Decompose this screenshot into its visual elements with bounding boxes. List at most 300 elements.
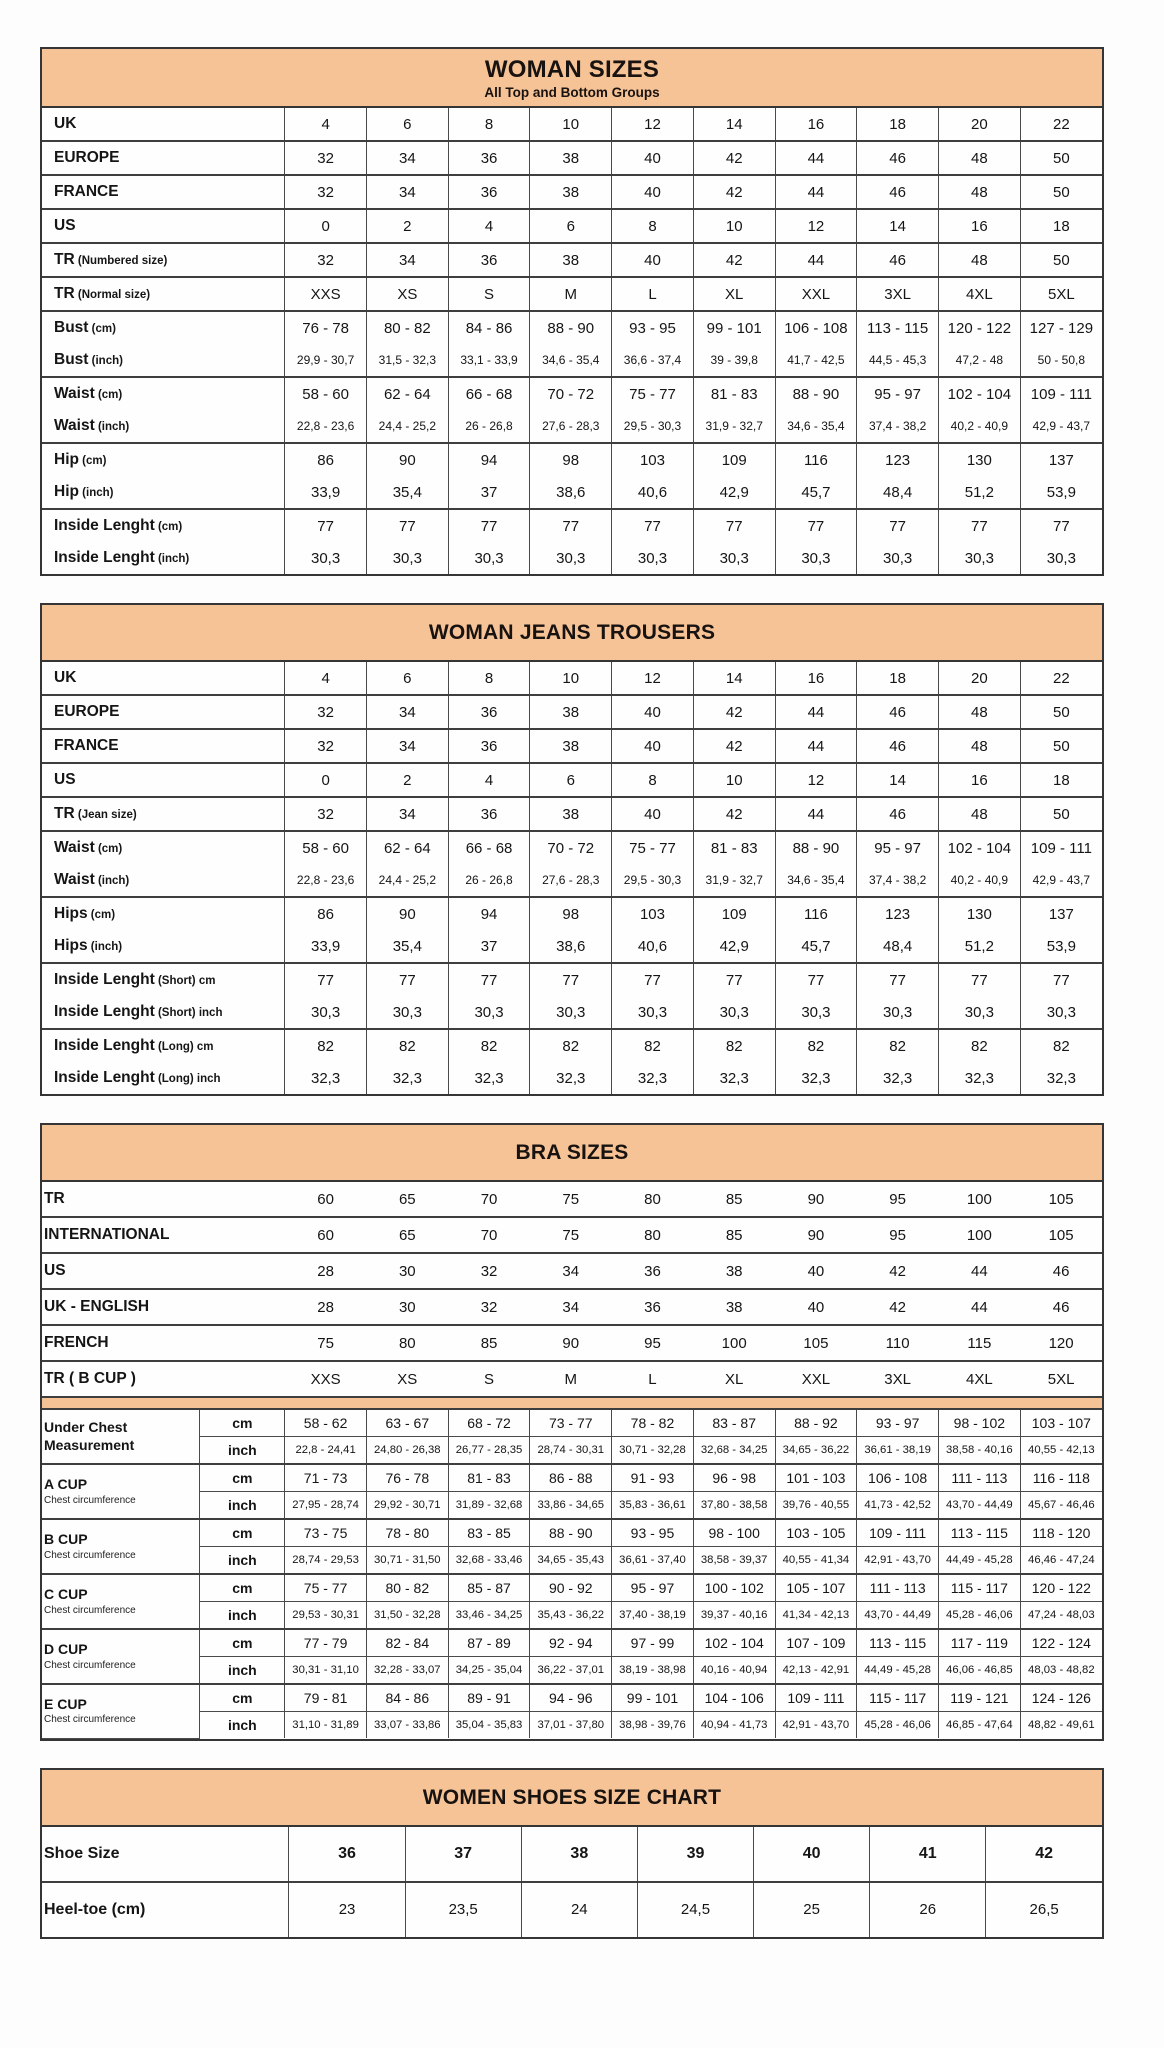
value-cell: 32,3: [775, 1062, 857, 1094]
value-cell: XS: [366, 1361, 448, 1396]
value-cell: 50: [1020, 141, 1102, 175]
value-cell: 30,3: [366, 542, 448, 574]
value-cell: 77 - 79: [285, 1629, 367, 1657]
table-row: [42, 509, 1102, 542]
unit-cm-cell: cm: [200, 1684, 285, 1712]
woman-jeans-grid: [42, 662, 1102, 1094]
value-cell: 22,8 - 23,6: [285, 410, 367, 443]
table-row: [42, 443, 1102, 476]
value-cell: 22,8 - 24,41: [285, 1437, 367, 1465]
value-cell: 14: [693, 108, 775, 141]
value-cell: 34: [366, 141, 448, 175]
value-cell: 29,9 - 30,7: [285, 344, 367, 377]
value-cell: 42,91 - 43,70: [857, 1547, 939, 1575]
table-row: [42, 277, 1102, 311]
value-cell: 6: [530, 209, 612, 243]
value-cell: 46,85 - 47,64: [938, 1712, 1020, 1739]
value-cell: 77: [939, 509, 1021, 542]
row-label: US: [42, 1253, 285, 1289]
value-cell: 48: [939, 797, 1021, 831]
value-cell: 111 - 113: [857, 1574, 939, 1602]
value-cell: 40: [754, 1827, 870, 1882]
value-cell: 80: [366, 1325, 448, 1361]
value-cell: 44: [938, 1253, 1020, 1289]
value-cell: 44: [938, 1289, 1020, 1325]
value-cell: 0: [285, 763, 367, 797]
row-label: US: [42, 209, 285, 243]
value-cell: 48: [939, 141, 1021, 175]
value-cell: 70: [448, 1217, 530, 1253]
value-cell: 42,9: [693, 476, 775, 509]
unit-cm-cell: cm: [200, 1519, 285, 1547]
value-cell: 32: [448, 1289, 530, 1325]
table-row: [42, 1361, 1102, 1396]
value-cell: 24,4 - 25,2: [366, 864, 448, 897]
value-cell: 46,46 - 47,24: [1020, 1547, 1102, 1575]
value-cell: 28: [285, 1289, 367, 1325]
value-cell: 33,46 - 34,25: [448, 1602, 530, 1630]
value-cell: 77: [857, 509, 939, 542]
value-cell: 103: [612, 443, 694, 476]
value-cell: 40,16 - 40,94: [693, 1657, 775, 1685]
value-cell: 120 - 122: [1020, 1574, 1102, 1602]
value-cell: 34: [530, 1289, 612, 1325]
value-cell: 4: [448, 763, 530, 797]
value-cell: 28,74 - 30,31: [530, 1437, 612, 1465]
value-cell: 28,74 - 29,53: [285, 1547, 367, 1575]
row-label: TR (Numbered size): [42, 243, 285, 277]
value-cell: 103: [612, 897, 694, 930]
value-cell: 38: [530, 695, 612, 729]
value-cell: 101 - 103: [775, 1464, 857, 1492]
value-cell: 34,6 - 35,4: [775, 864, 857, 897]
value-cell: 77: [857, 963, 939, 996]
value-cell: 40: [612, 243, 694, 277]
value-cell: 98 - 100: [693, 1519, 775, 1547]
table-row: [42, 1602, 1102, 1630]
unit-inch-cell: inch: [200, 1437, 285, 1465]
unit-inch-cell: inch: [200, 1602, 285, 1630]
value-cell: 106 - 108: [775, 311, 857, 344]
table-row: [42, 1289, 1102, 1325]
value-cell: 86 - 88: [530, 1464, 612, 1492]
value-cell: 120 - 122: [939, 311, 1021, 344]
row-label: TR: [42, 1182, 285, 1217]
value-cell: S: [448, 277, 530, 311]
value-cell: 30,3: [285, 542, 367, 574]
value-cell: 42: [693, 695, 775, 729]
value-cell: 30: [366, 1253, 448, 1289]
value-cell: 73 - 77: [530, 1410, 612, 1437]
value-cell: 58 - 60: [285, 377, 367, 410]
value-cell: 30,31 - 31,10: [285, 1657, 367, 1685]
value-cell: 109: [693, 443, 775, 476]
value-cell: 50: [1020, 243, 1102, 277]
value-cell: 45,28 - 46,06: [938, 1602, 1020, 1630]
value-cell: 45,7: [775, 476, 857, 509]
value-cell: 99 - 101: [693, 311, 775, 344]
value-cell: 31,50 - 32,28: [366, 1602, 448, 1630]
value-cell: 78 - 82: [612, 1410, 694, 1437]
row-label: FRANCE: [42, 175, 285, 209]
table-row: [42, 1629, 1102, 1657]
value-cell: 90: [366, 443, 448, 476]
table-row: [42, 1492, 1102, 1520]
table-row: [42, 1547, 1102, 1575]
value-cell: 75: [285, 1325, 367, 1361]
value-cell: 31,9 - 32,7: [693, 864, 775, 897]
value-cell: 0: [285, 209, 367, 243]
value-cell: 43,70 - 44,49: [857, 1602, 939, 1630]
value-cell: 38,19 - 38,98: [612, 1657, 694, 1685]
value-cell: 68 - 72: [448, 1410, 530, 1437]
value-cell: 81 - 83: [693, 377, 775, 410]
value-cell: 37,4 - 38,2: [857, 410, 939, 443]
value-cell: 103 - 105: [775, 1519, 857, 1547]
value-cell: 76 - 78: [366, 1464, 448, 1492]
value-cell: 38: [530, 243, 612, 277]
value-cell: 38,6: [530, 476, 612, 509]
row-label: INTERNATIONAL: [42, 1217, 285, 1253]
value-cell: 6: [530, 763, 612, 797]
value-cell: 104 - 106: [693, 1684, 775, 1712]
table-row: [42, 344, 1102, 377]
value-cell: 42,13 - 42,91: [775, 1657, 857, 1685]
value-cell: 46: [857, 695, 939, 729]
value-cell: 24,5: [637, 1882, 753, 1937]
bra-conversion-grid: [42, 1182, 1102, 1396]
value-cell: 37,80 - 38,58: [693, 1492, 775, 1520]
unit-cm-cell: cm: [200, 1410, 285, 1437]
value-cell: 33,9: [285, 476, 367, 509]
value-cell: 42,9 - 43,7: [1020, 410, 1102, 443]
value-cell: 33,1 - 33,9: [448, 344, 530, 377]
value-cell: 70 - 72: [530, 831, 612, 864]
value-cell: 29,92 - 30,71: [366, 1492, 448, 1520]
value-cell: 16: [939, 763, 1021, 797]
value-cell: 18: [1020, 209, 1102, 243]
row-label: US: [42, 763, 285, 797]
value-cell: 81 - 83: [693, 831, 775, 864]
value-cell: 42: [693, 243, 775, 277]
table-row: [42, 1657, 1102, 1685]
value-cell: 26: [870, 1882, 986, 1937]
value-cell: 88 - 90: [775, 377, 857, 410]
row-label: EUROPE: [42, 141, 285, 175]
table-row: [42, 1325, 1102, 1361]
value-cell: 109 - 111: [1020, 377, 1102, 410]
value-cell: 85: [448, 1325, 530, 1361]
value-cell: 23,5: [405, 1882, 521, 1937]
value-cell: 30,3: [939, 996, 1021, 1029]
value-cell: 77: [448, 509, 530, 542]
value-cell: 16: [775, 108, 857, 141]
value-cell: 48: [939, 243, 1021, 277]
value-cell: 38,98 - 39,76: [612, 1712, 694, 1739]
value-cell: 24,80 - 26,38: [366, 1437, 448, 1465]
value-cell: 94: [448, 443, 530, 476]
value-cell: 24: [521, 1882, 637, 1937]
value-cell: 42: [693, 175, 775, 209]
row-label: TR (Jean size): [42, 797, 285, 831]
value-cell: 40,6: [612, 476, 694, 509]
value-cell: 31,89 - 32,68: [448, 1492, 530, 1520]
table-row: [42, 542, 1102, 574]
bra-sizes-title: BRA SIZES: [515, 1141, 629, 1164]
value-cell: 42: [693, 729, 775, 763]
value-cell: 50: [1020, 695, 1102, 729]
value-cell: 58 - 62: [285, 1410, 367, 1437]
value-cell: 30,3: [693, 996, 775, 1029]
value-cell: 32: [285, 243, 367, 277]
value-cell: 77: [612, 509, 694, 542]
row-label: C CUP Chest circumference: [42, 1574, 200, 1629]
value-cell: 48: [939, 175, 1021, 209]
row-label: Under Chest Measurement: [42, 1410, 200, 1464]
table-row: [42, 695, 1102, 729]
value-cell: 46: [857, 729, 939, 763]
value-cell: 75: [530, 1217, 612, 1253]
row-label: FRENCH: [42, 1325, 285, 1361]
row-label: Heel-toe (cm): [42, 1882, 289, 1937]
value-cell: 36: [448, 243, 530, 277]
value-cell: 75 - 77: [612, 831, 694, 864]
value-cell: 18: [1020, 763, 1102, 797]
value-cell: XL: [693, 1361, 775, 1396]
value-cell: 82: [939, 1029, 1021, 1062]
value-cell: 4XL: [939, 277, 1021, 311]
value-cell: 27,95 - 28,74: [285, 1492, 367, 1520]
value-cell: 35,43 - 36,22: [530, 1602, 612, 1630]
value-cell: 27,6 - 28,3: [530, 410, 612, 443]
value-cell: 105: [1020, 1217, 1102, 1253]
table-row: [42, 1464, 1102, 1492]
woman-jeans-title: WOMAN JEANS TROUSERS: [428, 621, 716, 644]
value-cell: 40,2 - 40,9: [939, 864, 1021, 897]
value-cell: 89 - 91: [448, 1684, 530, 1712]
value-cell: 34,6 - 35,4: [775, 410, 857, 443]
value-cell: 106 - 108: [857, 1464, 939, 1492]
value-cell: 12: [775, 209, 857, 243]
value-cell: 42: [986, 1827, 1102, 1882]
value-cell: 84 - 86: [448, 311, 530, 344]
value-cell: XL: [693, 277, 775, 311]
value-cell: 32: [285, 695, 367, 729]
bra-section-divider: [42, 1396, 1102, 1410]
table-row: [42, 1253, 1102, 1289]
value-cell: 38: [530, 729, 612, 763]
value-cell: 116: [775, 443, 857, 476]
value-cell: 107 - 109: [775, 1629, 857, 1657]
value-cell: 78 - 80: [366, 1519, 448, 1547]
value-cell: L: [612, 1361, 694, 1396]
row-label: Inside Lenght (Short) cm: [42, 963, 285, 996]
value-cell: 82: [775, 1029, 857, 1062]
value-cell: 30,3: [1020, 542, 1102, 574]
value-cell: 53,9: [1020, 930, 1102, 963]
value-cell: 36: [448, 141, 530, 175]
value-cell: 98 - 102: [938, 1410, 1020, 1437]
value-cell: 130: [939, 443, 1021, 476]
value-cell: 113 - 115: [857, 311, 939, 344]
table-row: [42, 1712, 1102, 1739]
value-cell: 36: [612, 1253, 694, 1289]
row-label: Shoe Size: [42, 1827, 289, 1882]
value-cell: 34: [530, 1253, 612, 1289]
value-cell: 109 - 111: [775, 1684, 857, 1712]
table-row: [42, 996, 1102, 1029]
value-cell: 80 - 82: [366, 311, 448, 344]
value-cell: 110: [857, 1325, 939, 1361]
value-cell: 70 - 72: [530, 377, 612, 410]
value-cell: M: [530, 277, 612, 311]
value-cell: 75: [530, 1182, 612, 1217]
value-cell: 82: [612, 1029, 694, 1062]
value-cell: 103 - 107: [1020, 1410, 1102, 1437]
value-cell: 46: [1020, 1253, 1102, 1289]
value-cell: 96 - 98: [693, 1464, 775, 1492]
row-label: Inside Lenght (Short) inch: [42, 996, 285, 1029]
value-cell: 60: [285, 1182, 367, 1217]
table-row: [42, 1574, 1102, 1602]
value-cell: 30,3: [775, 542, 857, 574]
value-cell: 75 - 77: [612, 377, 694, 410]
value-cell: 32: [285, 729, 367, 763]
value-cell: 82: [448, 1029, 530, 1062]
value-cell: 80: [612, 1217, 694, 1253]
value-cell: 95 - 97: [857, 831, 939, 864]
value-cell: 93 - 97: [857, 1410, 939, 1437]
row-label: UK: [42, 108, 285, 141]
value-cell: 16: [775, 662, 857, 695]
value-cell: 36,61 - 37,40: [612, 1547, 694, 1575]
row-label: UK: [42, 662, 285, 695]
value-cell: 32,3: [530, 1062, 612, 1094]
value-cell: 46: [857, 797, 939, 831]
value-cell: 36,61 - 38,19: [857, 1437, 939, 1465]
value-cell: 77: [693, 509, 775, 542]
value-cell: 4XL: [938, 1361, 1020, 1396]
value-cell: 38: [530, 141, 612, 175]
value-cell: 40,55 - 41,34: [775, 1547, 857, 1575]
row-label: Inside Lenght (Long) cm: [42, 1029, 285, 1062]
value-cell: XXS: [285, 277, 367, 311]
row-label: Bust (inch): [42, 344, 285, 377]
value-cell: 48: [939, 695, 1021, 729]
table-row: [42, 1684, 1102, 1712]
value-cell: 33,9: [285, 930, 367, 963]
value-cell: 10: [530, 662, 612, 695]
value-cell: 46: [857, 141, 939, 175]
value-cell: 90: [530, 1325, 612, 1361]
bra-sizes-header: [42, 1125, 1102, 1182]
value-cell: 84 - 86: [366, 1684, 448, 1712]
value-cell: 30,3: [612, 996, 694, 1029]
value-cell: 35,4: [366, 930, 448, 963]
row-label: Hips (cm): [42, 897, 285, 930]
value-cell: 32,3: [857, 1062, 939, 1094]
value-cell: 111 - 113: [938, 1464, 1020, 1492]
value-cell: 36: [612, 1289, 694, 1325]
value-cell: 18: [857, 662, 939, 695]
value-cell: 37,01 - 37,80: [530, 1712, 612, 1739]
woman-jeans-header: [42, 605, 1102, 662]
table-row: [42, 930, 1102, 963]
table-row: [42, 1437, 1102, 1465]
value-cell: 32: [285, 797, 367, 831]
woman-sizes-grid: [42, 108, 1102, 574]
table-row: [42, 1062, 1102, 1094]
value-cell: 34: [366, 695, 448, 729]
value-cell: 2: [366, 763, 448, 797]
value-cell: 36,22 - 37,01: [530, 1657, 612, 1685]
value-cell: 77: [366, 963, 448, 996]
row-label: Inside Lenght (Long) inch: [42, 1062, 285, 1094]
value-cell: 14: [693, 662, 775, 695]
value-cell: 115 - 117: [857, 1684, 939, 1712]
value-cell: 39: [637, 1827, 753, 1882]
value-cell: 48,03 - 48,82: [1020, 1657, 1102, 1685]
value-cell: 48,4: [857, 476, 939, 509]
value-cell: 83 - 87: [693, 1410, 775, 1437]
value-cell: 44,5 - 45,3: [857, 344, 939, 377]
row-label: FRANCE: [42, 729, 285, 763]
value-cell: 44,49 - 45,28: [938, 1547, 1020, 1575]
value-cell: 117 - 119: [938, 1629, 1020, 1657]
value-cell: 30,3: [530, 542, 612, 574]
table-row: [42, 243, 1102, 277]
value-cell: 97 - 99: [612, 1629, 694, 1657]
value-cell: 16: [939, 209, 1021, 243]
value-cell: 40,94 - 41,73: [693, 1712, 775, 1739]
value-cell: 44,49 - 45,28: [857, 1657, 939, 1685]
value-cell: 137: [1020, 897, 1102, 930]
value-cell: 30,71 - 32,28: [612, 1437, 694, 1465]
value-cell: 94 - 96: [530, 1684, 612, 1712]
table-row: [42, 1519, 1102, 1547]
value-cell: 75 - 77: [285, 1574, 367, 1602]
value-cell: 130: [939, 897, 1021, 930]
value-cell: 46: [857, 243, 939, 277]
value-cell: 32,3: [1020, 1062, 1102, 1094]
value-cell: 86: [285, 443, 367, 476]
value-cell: 113 - 115: [857, 1629, 939, 1657]
value-cell: 65: [366, 1182, 448, 1217]
value-cell: 32: [285, 175, 367, 209]
value-cell: 53,9: [1020, 476, 1102, 509]
value-cell: 10: [693, 763, 775, 797]
table-row: [42, 311, 1102, 344]
value-cell: 37: [405, 1827, 521, 1882]
value-cell: 90 - 92: [530, 1574, 612, 1602]
value-cell: 30,3: [448, 542, 530, 574]
value-cell: 38,58 - 40,16: [938, 1437, 1020, 1465]
value-cell: 41: [870, 1827, 986, 1882]
value-cell: 32,3: [366, 1062, 448, 1094]
value-cell: 29,5 - 30,3: [612, 864, 694, 897]
row-label: E CUP Chest circumference: [42, 1684, 200, 1738]
value-cell: 46: [1020, 1289, 1102, 1325]
value-cell: 23: [289, 1882, 405, 1937]
value-cell: 37,4 - 38,2: [857, 864, 939, 897]
value-cell: 39,76 - 40,55: [775, 1492, 857, 1520]
unit-inch-cell: inch: [200, 1547, 285, 1575]
value-cell: 95 - 97: [612, 1574, 694, 1602]
value-cell: 32,3: [693, 1062, 775, 1094]
value-cell: 34: [366, 243, 448, 277]
value-cell: 119 - 121: [938, 1684, 1020, 1712]
value-cell: 42: [693, 141, 775, 175]
